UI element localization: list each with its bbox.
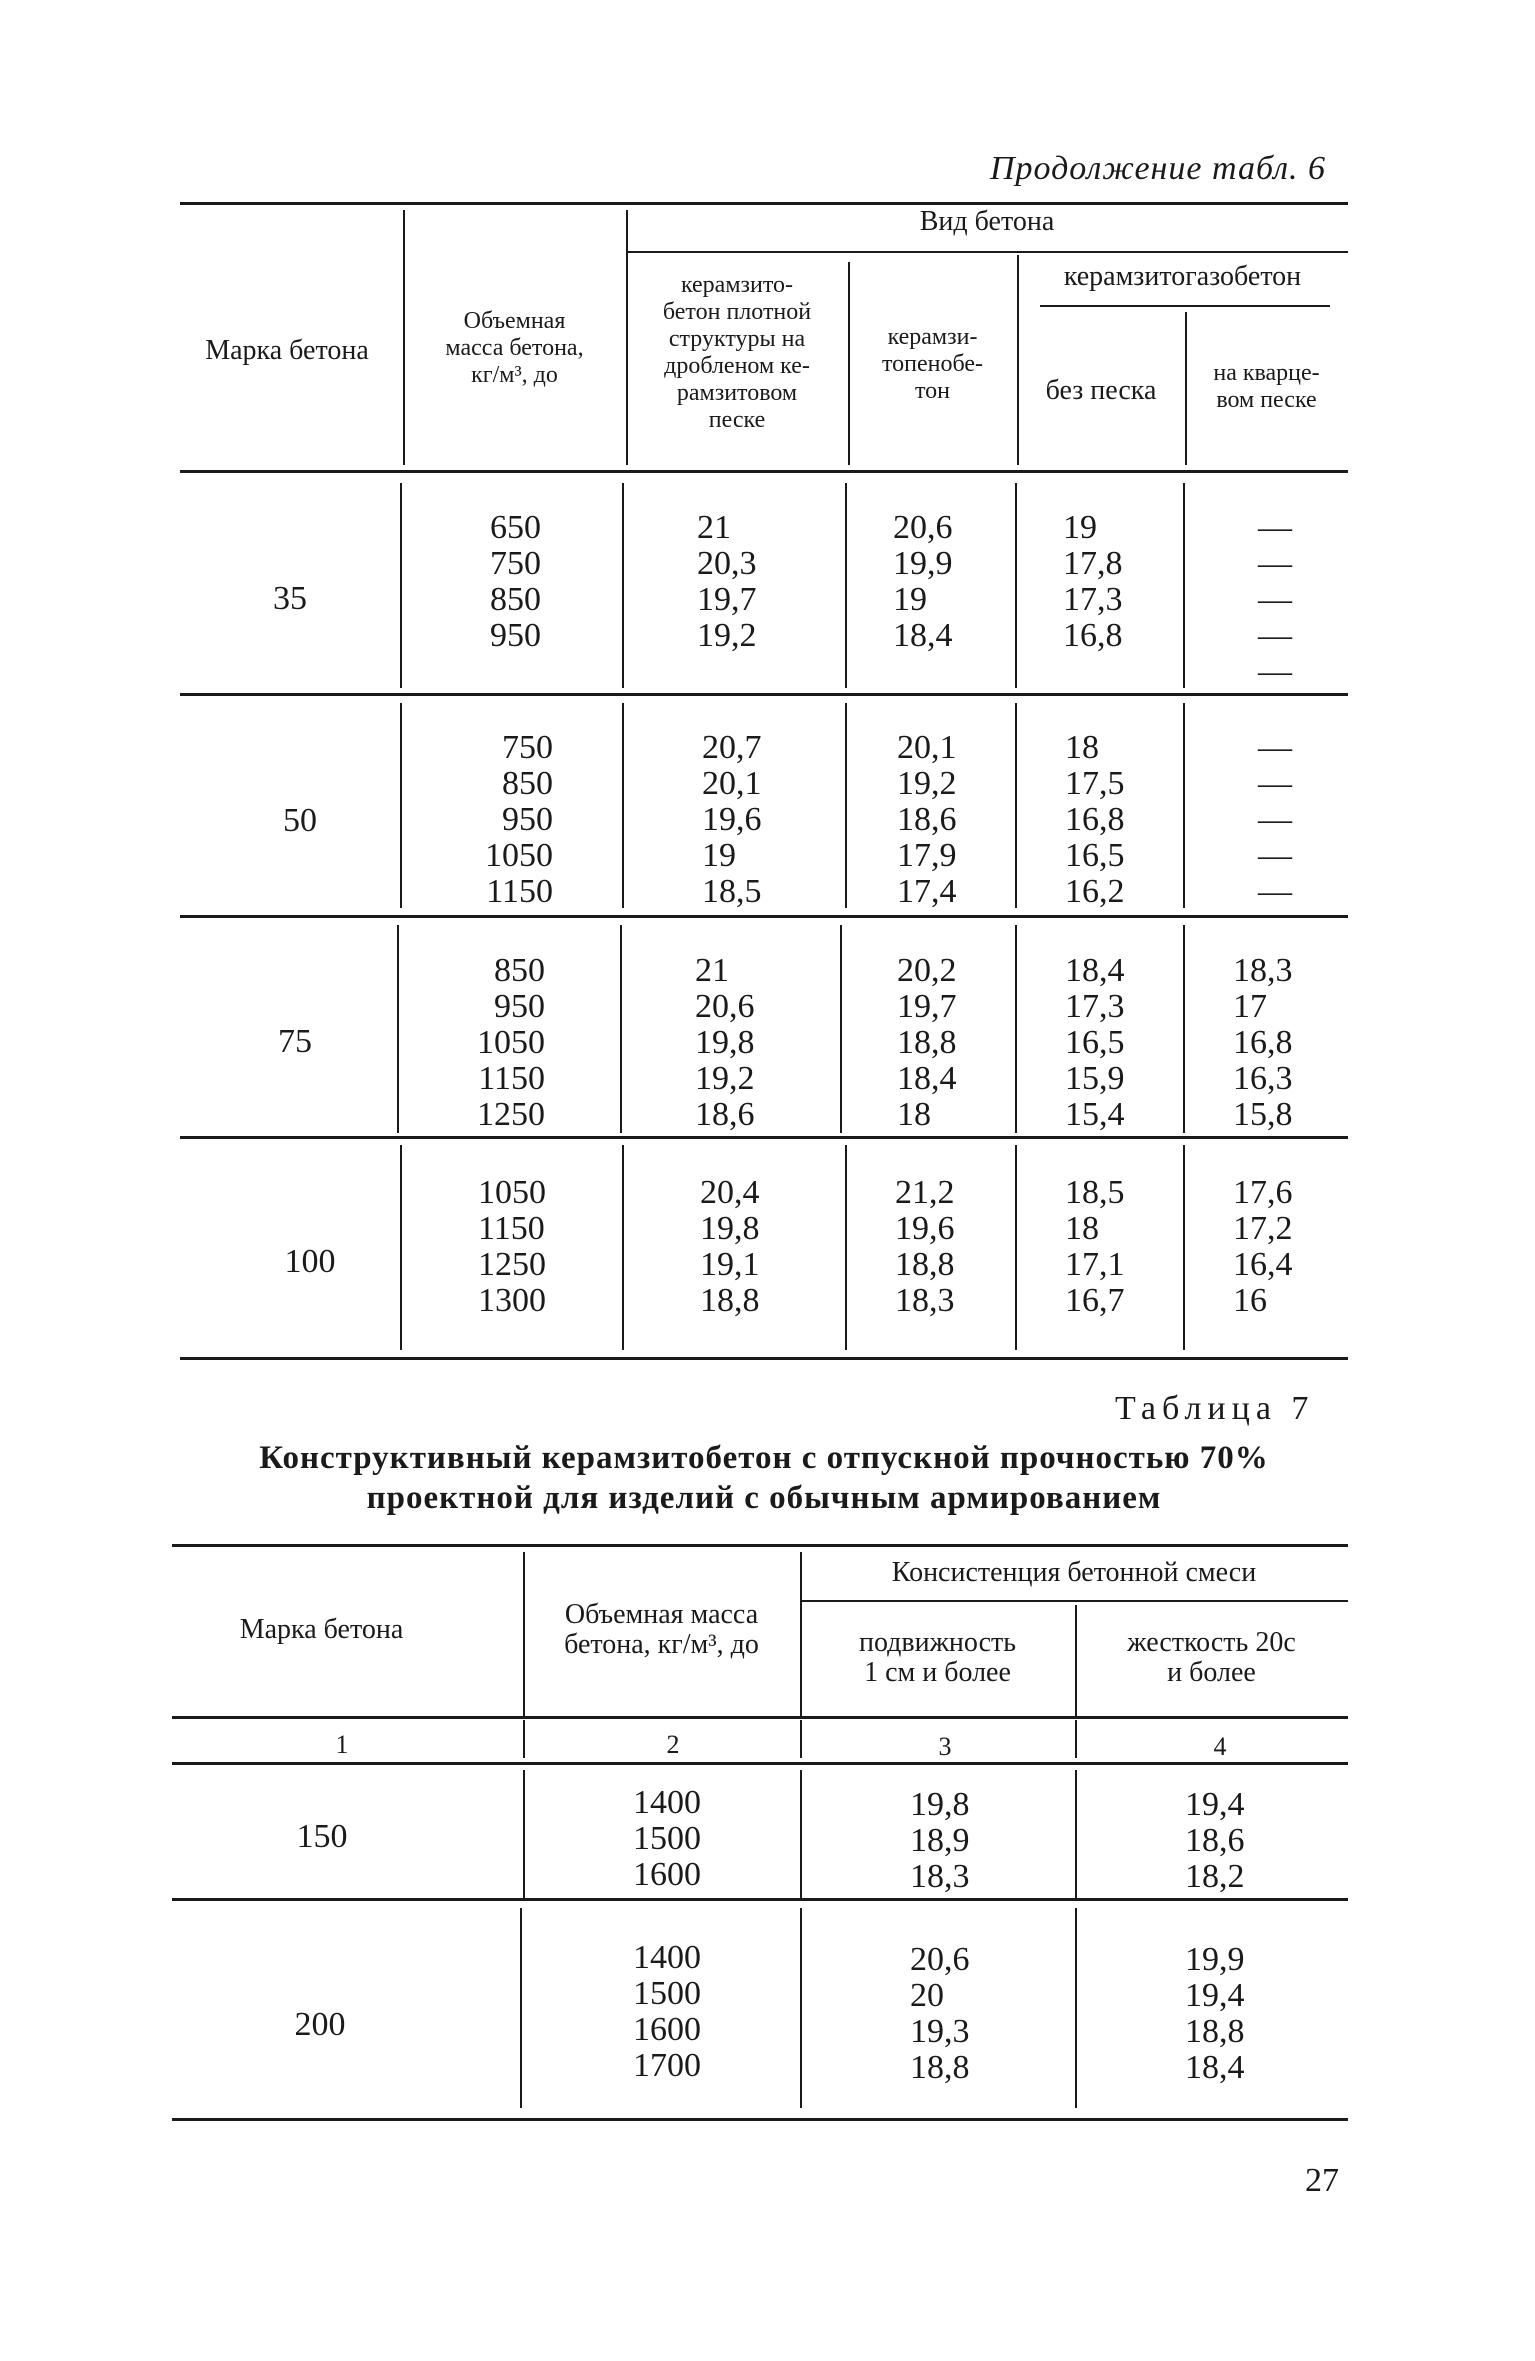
- t7-group-rule: [172, 1898, 1348, 1901]
- mobility-values: 20,6 20 19,3 18,8: [910, 1941, 970, 2086]
- dense-values: 20,4 19,8 19,1 18,8: [700, 1174, 760, 1319]
- gas-quartz-values: 18,3 17 16,8 16,3 15,8: [1233, 952, 1293, 1133]
- mass-values: 850 950 1050 1150 1250: [477, 952, 545, 1133]
- t6-concrete-type-header: Вид бетона: [919, 206, 1055, 237]
- dense-values: 21 20,6 19,8 19,2 18,6: [695, 952, 755, 1133]
- page-number: 27: [1305, 2162, 1339, 2199]
- mark-value: 50: [283, 802, 317, 839]
- t6-col-gas-nosand: без песка: [1045, 375, 1157, 406]
- t6-col-mass: Объемная масса бетона, кг/м³, до: [445, 308, 584, 388]
- gas-nosand-values: 18 17,5 16,8 16,5 16,2: [1065, 729, 1125, 910]
- t7-consistency-header: Консистенция бетонной смеси: [891, 1557, 1257, 1588]
- t6-col-mark: Марка бетона: [205, 335, 369, 366]
- t6-col-dense: керамзито- бетон плотной структуры на дробленом ке- рамзитовом песке: [662, 272, 812, 433]
- t6-top-rule: [180, 202, 1348, 205]
- t6-group-rule-1: [180, 693, 1348, 696]
- gas-nosand-values: 18,4 17,3 16,5 15,9 15,4: [1065, 952, 1125, 1133]
- foam-values: 20,1 19,2 18,6 17,9 17,4: [897, 729, 957, 910]
- gas-nosand-values: 18,5 18 17,1 16,7: [1065, 1174, 1125, 1319]
- col-number-4: 4: [1213, 1732, 1227, 1761]
- mark-value: 150: [296, 1818, 348, 1855]
- foam-values: 21,2 19,6 18,8 18,3: [895, 1174, 955, 1319]
- gas-quartz-values: 17,6 17,2 16,4 16: [1233, 1174, 1293, 1319]
- mass-values: 1050 1150 1250 1300: [478, 1174, 546, 1319]
- foam-values: 20,2 19,7 18,8 18,4 18: [897, 952, 957, 1133]
- t6-gas-rule: [1040, 305, 1330, 307]
- table-continuation-label: Продолжение табл. 6: [990, 150, 1327, 187]
- t6-type-rule: [626, 251, 1348, 253]
- mobility-values: 19,8 18,9 18,3: [910, 1786, 970, 1895]
- t6-col-foam: керамзи- топенобе- тон: [881, 324, 984, 404]
- t7-numbers-rule: [172, 1762, 1348, 1765]
- t7-top-rule: [172, 1544, 1348, 1547]
- mass-values: 1400 1500 1600: [633, 1784, 701, 1893]
- mark-value: 35: [273, 580, 307, 617]
- t7-col-stiffness: жесткость 20с и более: [1127, 1627, 1296, 1688]
- mark-value: 100: [284, 1243, 336, 1280]
- t6-gas-group-header: керамзитогазобетон: [1063, 261, 1302, 292]
- t7-col-mobility: подвижность 1 см и более: [858, 1627, 1017, 1688]
- gas-quartz-values: — — — — —: [1258, 729, 1292, 910]
- stiffness-values: 19,4 18,6 18,2: [1185, 1786, 1245, 1895]
- t6-group-rule-2: [180, 915, 1348, 918]
- gas-nosand-values: 19 17,8 17,3 16,8: [1063, 509, 1123, 654]
- t7-consistency-rule: [800, 1600, 1348, 1602]
- mass-values: 650 750 850 950: [490, 509, 541, 654]
- col-number-2: 2: [666, 1730, 680, 1759]
- col-number-1: 1: [335, 1730, 349, 1759]
- t6-col-gas-quartz: на кварце- вом песке: [1213, 360, 1320, 413]
- t6-header-rule: [180, 470, 1348, 473]
- mass-values: 750 850 950 1050 1150: [485, 729, 553, 910]
- stiffness-values: 19,9 19,4 18,8 18,4: [1185, 1941, 1245, 2086]
- gas-quartz-values: — — — — —: [1258, 509, 1292, 690]
- dense-values: 21 20,3 19,7 19,2: [697, 509, 757, 654]
- col-number-3: 3: [938, 1732, 952, 1761]
- t6-group-rule-3: [180, 1136, 1348, 1139]
- dense-values: 20,7 20,1 19,6 19 18,5: [702, 729, 762, 910]
- t7-bottom-rule: [172, 2118, 1348, 2121]
- table7-caption: Конструктивный керамзитобетон с отпускной прочностью 70% проектной для изделий с обычным армированием: [259, 1440, 1269, 1516]
- mark-value: 200: [294, 2006, 346, 2043]
- t7-col-mark: Марка бетона: [239, 1614, 404, 1645]
- t7-header-rule: [172, 1716, 1348, 1719]
- t6-bottom-rule: [180, 1357, 1348, 1360]
- table7-title: Таблица 7: [1115, 1390, 1315, 1427]
- mark-value: 75: [278, 1023, 312, 1060]
- t7-col-mass: Объемная масса бетона, кг/м³, до: [564, 1599, 759, 1660]
- mass-values: 1400 1500 1600 1700: [633, 1939, 701, 2084]
- foam-values: 20,6 19,9 19 18,4: [893, 509, 953, 654]
